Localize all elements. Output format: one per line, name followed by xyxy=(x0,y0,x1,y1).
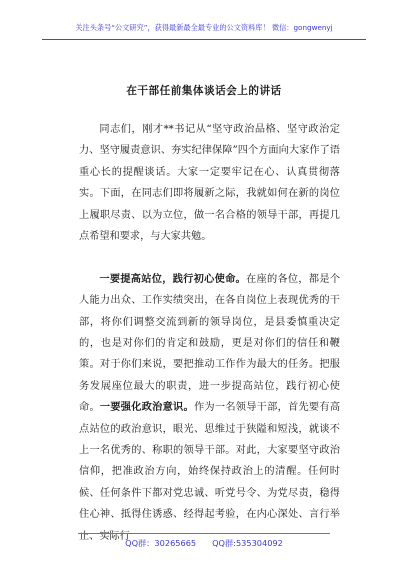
footer-qq-group-2: QQ群:535304092 xyxy=(212,538,283,548)
footer xyxy=(0,538,408,549)
document-body xyxy=(79,119,340,547)
header-banner: 关注头条号“公文研究”，获得最新最全最专业的公文资料库！ 微信：gongwenyj xyxy=(75,23,333,32)
document-title: 在干部任前集体谈话会上的讲话 xyxy=(126,85,282,97)
paragraph-1 xyxy=(79,119,340,247)
paragraph-2-lead2: 一要强化政治意识。 xyxy=(99,402,194,414)
paragraph-2 xyxy=(79,269,340,547)
paragraph-2-lead: 一要提高站位，践行初心使命。 xyxy=(99,273,247,285)
paragraph-2-text2: 作为一名领导干部，首先要有高点站位的政治意识，眼光、思维过于狭隘和短浅，就谈不上一名优秀的、称职的领导干部。对此，大家要坚守政治信仰，把准政治方向，始终保持政治上的清醒。任何时候、任何条件下都对党忠诚、听党号令、为党尽责，稳得住心神、抵得住诱惑、经得起考验，在内心深处、言行举止、实际行 xyxy=(79,402,341,542)
footer-divider xyxy=(78,533,330,534)
paragraph-2-text: 在座的各位，都是个人能力出众、工作实绩突出，在各自岗位上表现优秀的干部，将你们调整交流到新的领导岗位，是县委慎重决定的，也是对你们的肯定和鼓励，更是对你们的信任和鞭策。对于你们来说，要把推动工作作为最大的任务。把服务发展座位最大的职责，进一步提高站位，践行初心使命。 xyxy=(79,273,341,414)
header-divider xyxy=(42,39,366,40)
footer-qq-group-1: QQ群：30265665 xyxy=(125,538,197,548)
paragraph-1-text: 同志们，刚才**书记从“坚守政治品格、坚守政治定力、坚守履责意识、夯实纪律保障”四个方面向大家作了语重心长的提醒谈话。大家一定要牢记在心、认真贯彻落实。下面，在同志们即将履新之际，我就如何在新的岗位上履职尽责、以为立位，做一名合格的领导干部，再提几点希望和要求，与大家共勉。 xyxy=(79,124,340,243)
